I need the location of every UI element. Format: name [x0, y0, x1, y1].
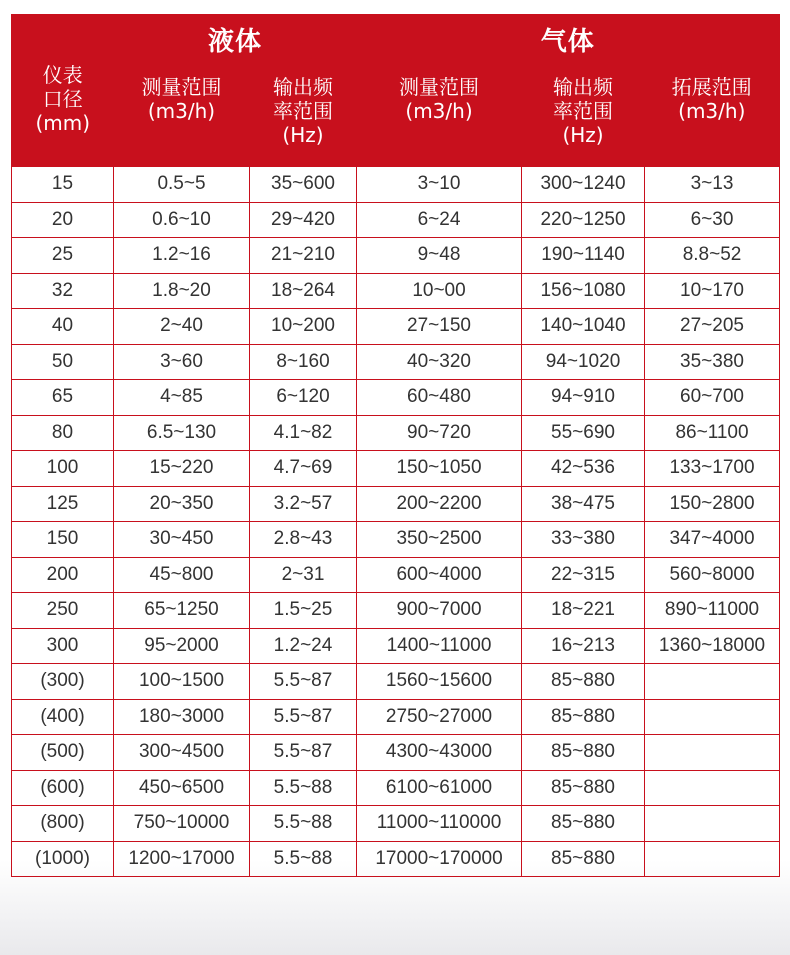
cell-gas-ext: 27~205	[645, 309, 780, 345]
cell-gas-range: 17000~170000	[357, 841, 522, 877]
cell-gas-ext: 60~700	[645, 380, 780, 416]
table-row	[12, 806, 780, 842]
cell-liquid-range: 180~3000	[114, 699, 250, 735]
cell-gas-freq: 85~880	[522, 664, 645, 700]
cell-gas-ext: 6~30	[645, 202, 780, 238]
cell-liquid-freq: 5.5~87	[250, 664, 357, 700]
cell-gas-ext: 347~4000	[645, 522, 780, 558]
cell-liquid-freq: 1.5~25	[250, 593, 357, 629]
cell-gas-range: 350~2500	[357, 522, 522, 558]
cell-gas-ext: 86~1100	[645, 415, 780, 451]
cell-liquid-freq: 18~264	[250, 273, 357, 309]
cell-gas-range: 60~480	[357, 380, 522, 416]
header-gas: 气体	[357, 15, 780, 70]
cell-liquid-freq: 5.5~87	[250, 699, 357, 735]
table-row	[12, 309, 780, 345]
cell-liquid-freq: 8~160	[250, 344, 357, 380]
cell-gas-range: 3~10	[357, 167, 522, 202]
cell-gas-range: 6~24	[357, 202, 522, 238]
cell-gas-range: 4300~43000	[357, 735, 522, 771]
cell-gas-range: 600~4000	[357, 557, 522, 593]
cell-liquid-range: 30~450	[114, 522, 250, 558]
cell-gas-range: 1560~15600	[357, 664, 522, 700]
cell-liquid-range: 0.5~5	[114, 167, 250, 202]
cell-liquid-range: 6.5~130	[114, 415, 250, 451]
cell-liquid-range: 1200~17000	[114, 841, 250, 877]
cell-gas-freq: 85~880	[522, 806, 645, 842]
cell-gas-freq: 85~880	[522, 841, 645, 877]
spec-table	[11, 14, 780, 877]
cell-gas-ext: 560~8000	[645, 557, 780, 593]
cell-gas-freq: 220~1250	[522, 202, 645, 238]
table-row	[12, 699, 780, 735]
cell-liquid-freq: 1.2~24	[250, 628, 357, 664]
header-gas-freq: 输出频 率范围 (Hz)	[522, 69, 645, 167]
cell-caliber: (300)	[12, 664, 114, 700]
cell-liquid-freq: 29~420	[250, 202, 357, 238]
cell-gas-range: 1400~11000	[357, 628, 522, 664]
table-row	[12, 628, 780, 664]
cell-gas-ext: 3~13	[645, 167, 780, 202]
cell-gas-range: 11000~110000	[357, 806, 522, 842]
cell-liquid-range: 1.2~16	[114, 238, 250, 274]
header-liquid: 液体	[114, 15, 357, 70]
table-body	[12, 167, 780, 877]
cell-liquid-freq: 6~120	[250, 380, 357, 416]
cell-gas-ext: 150~2800	[645, 486, 780, 522]
cell-gas-ext: 35~380	[645, 344, 780, 380]
header-gas-ext: 拓展范围 (m3/h)	[645, 69, 780, 167]
cell-gas-range: 6100~61000	[357, 770, 522, 806]
cell-gas-range: 10~00	[357, 273, 522, 309]
cell-gas-range: 900~7000	[357, 593, 522, 629]
cell-gas-ext	[645, 770, 780, 806]
header-gas-range: 测量范围 (m3/h)	[357, 69, 522, 167]
cell-gas-range: 150~1050	[357, 451, 522, 487]
cell-liquid-range: 0.6~10	[114, 202, 250, 238]
header-liquid-freq: 输出频 率范围 (Hz)	[250, 69, 357, 167]
cell-gas-freq: 22~315	[522, 557, 645, 593]
cell-gas-freq: 55~690	[522, 415, 645, 451]
cell-gas-ext: 10~170	[645, 273, 780, 309]
table-row	[12, 770, 780, 806]
header-sub-row	[12, 69, 780, 167]
cell-gas-freq: 16~213	[522, 628, 645, 664]
cell-gas-ext: 890~11000	[645, 593, 780, 629]
cell-gas-freq: 38~475	[522, 486, 645, 522]
cell-gas-freq: 300~1240	[522, 167, 645, 202]
table-row	[12, 380, 780, 416]
cell-caliber: (800)	[12, 806, 114, 842]
cell-liquid-freq: 5.5~88	[250, 841, 357, 877]
cell-caliber: 50	[12, 344, 114, 380]
cell-gas-ext: 133~1700	[645, 451, 780, 487]
cell-gas-ext: 8.8~52	[645, 238, 780, 274]
table-row	[12, 238, 780, 274]
table-row	[12, 167, 780, 202]
cell-gas-freq: 85~880	[522, 699, 645, 735]
cell-liquid-range: 15~220	[114, 451, 250, 487]
cell-caliber: (500)	[12, 735, 114, 771]
cell-gas-freq: 85~880	[522, 735, 645, 771]
cell-liquid-freq: 5.5~88	[250, 806, 357, 842]
cell-gas-range: 200~2200	[357, 486, 522, 522]
cell-gas-ext: 1360~18000	[645, 628, 780, 664]
cell-liquid-range: 95~2000	[114, 628, 250, 664]
cell-gas-range: 90~720	[357, 415, 522, 451]
cell-caliber: 250	[12, 593, 114, 629]
table-row	[12, 344, 780, 380]
cell-liquid-range: 4~85	[114, 380, 250, 416]
header-liquid-range: 测量范围 (m3/h)	[114, 69, 250, 167]
cell-gas-range: 9~48	[357, 238, 522, 274]
cell-gas-ext	[645, 841, 780, 877]
table-row	[12, 486, 780, 522]
cell-caliber: 300	[12, 628, 114, 664]
cell-liquid-range: 2~40	[114, 309, 250, 345]
cell-caliber: 80	[12, 415, 114, 451]
cell-liquid-range: 300~4500	[114, 735, 250, 771]
table-row	[12, 415, 780, 451]
cell-liquid-freq: 21~210	[250, 238, 357, 274]
cell-gas-freq: 33~380	[522, 522, 645, 558]
table-row	[12, 451, 780, 487]
cell-caliber: 40	[12, 309, 114, 345]
cell-gas-freq: 94~1020	[522, 344, 645, 380]
cell-gas-freq: 85~880	[522, 770, 645, 806]
cell-liquid-range: 3~60	[114, 344, 250, 380]
cell-gas-range: 27~150	[357, 309, 522, 345]
cell-liquid-freq: 4.1~82	[250, 415, 357, 451]
cell-gas-freq: 94~910	[522, 380, 645, 416]
cell-liquid-range: 65~1250	[114, 593, 250, 629]
cell-caliber: 20	[12, 202, 114, 238]
cell-gas-ext	[645, 735, 780, 771]
table-row	[12, 273, 780, 309]
table-row	[12, 522, 780, 558]
cell-caliber: 150	[12, 522, 114, 558]
cell-liquid-range: 20~350	[114, 486, 250, 522]
cell-gas-range: 40~320	[357, 344, 522, 380]
cell-gas-freq: 18~221	[522, 593, 645, 629]
cell-caliber: 65	[12, 380, 114, 416]
cell-liquid-freq: 5.5~88	[250, 770, 357, 806]
cell-caliber: 100	[12, 451, 114, 487]
cell-caliber: 15	[12, 167, 114, 202]
cell-gas-freq: 156~1080	[522, 273, 645, 309]
cell-gas-freq: 42~536	[522, 451, 645, 487]
cell-liquid-range: 100~1500	[114, 664, 250, 700]
cell-caliber: 25	[12, 238, 114, 274]
cell-liquid-range: 1.8~20	[114, 273, 250, 309]
cell-liquid-range: 45~800	[114, 557, 250, 593]
table-row	[12, 557, 780, 593]
table-row	[12, 593, 780, 629]
cell-gas-freq: 190~1140	[522, 238, 645, 274]
cell-gas-ext	[645, 664, 780, 700]
cell-liquid-freq: 2~31	[250, 557, 357, 593]
cell-liquid-freq: 35~600	[250, 167, 357, 202]
cell-gas-range: 2750~27000	[357, 699, 522, 735]
cell-caliber: (1000)	[12, 841, 114, 877]
cell-liquid-range: 450~6500	[114, 770, 250, 806]
cell-liquid-freq: 3.2~57	[250, 486, 357, 522]
table-row	[12, 841, 780, 877]
table-row	[12, 202, 780, 238]
cell-liquid-freq: 4.7~69	[250, 451, 357, 487]
cell-gas-ext	[645, 699, 780, 735]
cell-liquid-freq: 2.8~43	[250, 522, 357, 558]
table-row	[12, 664, 780, 700]
cell-caliber: (600)	[12, 770, 114, 806]
cell-liquid-range: 750~10000	[114, 806, 250, 842]
cell-caliber: 200	[12, 557, 114, 593]
table-row	[12, 735, 780, 771]
cell-liquid-freq: 5.5~87	[250, 735, 357, 771]
cell-liquid-freq: 10~200	[250, 309, 357, 345]
header-group-row	[12, 15, 780, 70]
table-header	[12, 15, 780, 168]
cell-gas-ext	[645, 806, 780, 842]
cell-caliber: (400)	[12, 699, 114, 735]
cell-caliber: 32	[12, 273, 114, 309]
cell-caliber: 125	[12, 486, 114, 522]
cell-gas-freq: 140~1040	[522, 309, 645, 345]
header-caliber: 仪表 口径 (mm)	[12, 15, 114, 168]
